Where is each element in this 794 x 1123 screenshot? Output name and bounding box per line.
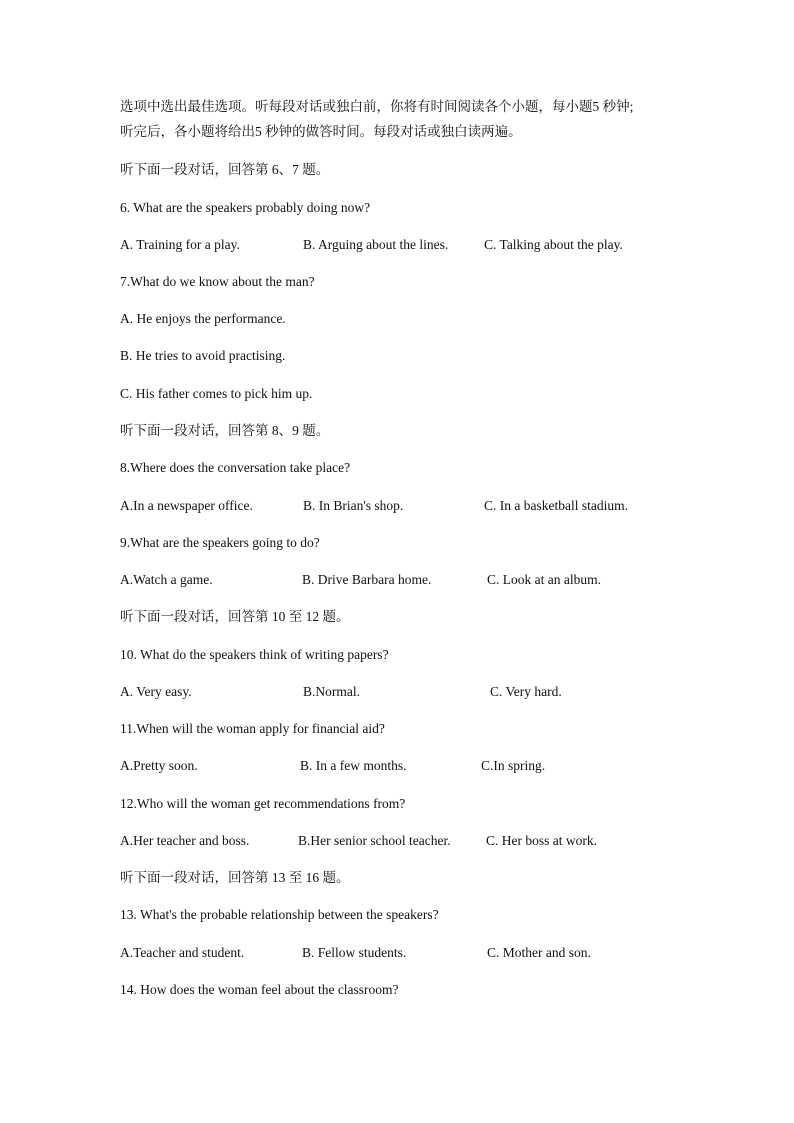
question-13: 13. What's the probable relationship between the speakers? [120,907,439,922]
question-11: 11.When will the woman apply for financial aid? [120,721,385,736]
option-6a: A. Training for a play. [120,237,240,252]
question-9: 9.What are the speakers going to do? [120,535,320,550]
option-13c: C. Mother and son. [487,945,591,960]
option-8b: B. In Brian's shop. [303,498,404,513]
option-8c: C. In a basketball stadium. [484,498,628,513]
option-6b: B. Arguing about the lines. [303,237,449,252]
intro-line-2: 听完后，各小题将给出5 秒钟的做答时间。每段对话或独白读两遍。 [120,124,522,139]
option-11c: C.In spring. [481,758,546,773]
question-6: 6. What are the speakers probably doing now? [120,200,371,215]
option-9a: A.Watch a game. [120,572,213,587]
section-heading: 听下面一段对话，回答第 13 至 16 题。 [120,870,350,885]
section-heading: 听下面一段对话，回答第 6、7 题。 [120,162,330,177]
option-12c: C. Her boss at work. [486,833,597,848]
option-11b: B. In a few months. [300,758,407,773]
option-6c: C. Talking about the play. [484,237,623,252]
option-9c: C. Look at an album. [487,572,601,587]
option-7b: B. He tries to avoid practising. [120,348,286,363]
question-12: 12.Who will the woman get recommendations from? [120,796,406,811]
option-12b: B.Her senior school teacher. [298,833,451,848]
section-heading: 听下面一段对话，回答第 10 至 12 题。 [120,609,350,624]
option-8a: A.In a newspaper office. [120,498,253,513]
option-11a: A.Pretty soon. [120,758,198,773]
option-13b: B. Fellow students. [302,945,407,960]
option-9b: B. Drive Barbara home. [302,572,432,587]
option-10c: C. Very hard. [490,684,562,699]
option-7a: A. He enjoys the performance. [120,311,286,326]
question-7: 7.What do we know about the man? [120,274,315,289]
option-7c: C. His father comes to pick him up. [120,386,313,401]
question-10: 10. What do the speakers think of writing papers? [120,647,389,662]
question-8: 8.Where does the conversation take place? [120,460,351,475]
option-13a: A.Teacher and student. [120,945,245,960]
option-10a: A. Very easy. [120,684,192,699]
question-14: 14. How does the woman feel about the classroom? [120,982,399,997]
section-heading: 听下面一段对话，回答第 8、9 题。 [120,423,330,438]
intro-line-1: 选项中选出最佳选项。听每段对话或独白前，你将有时间阅读各个小题，每小题5 秒钟; [120,99,634,114]
option-12a: A.Her teacher and boss. [120,833,250,848]
option-10b: B.Normal. [303,684,360,699]
